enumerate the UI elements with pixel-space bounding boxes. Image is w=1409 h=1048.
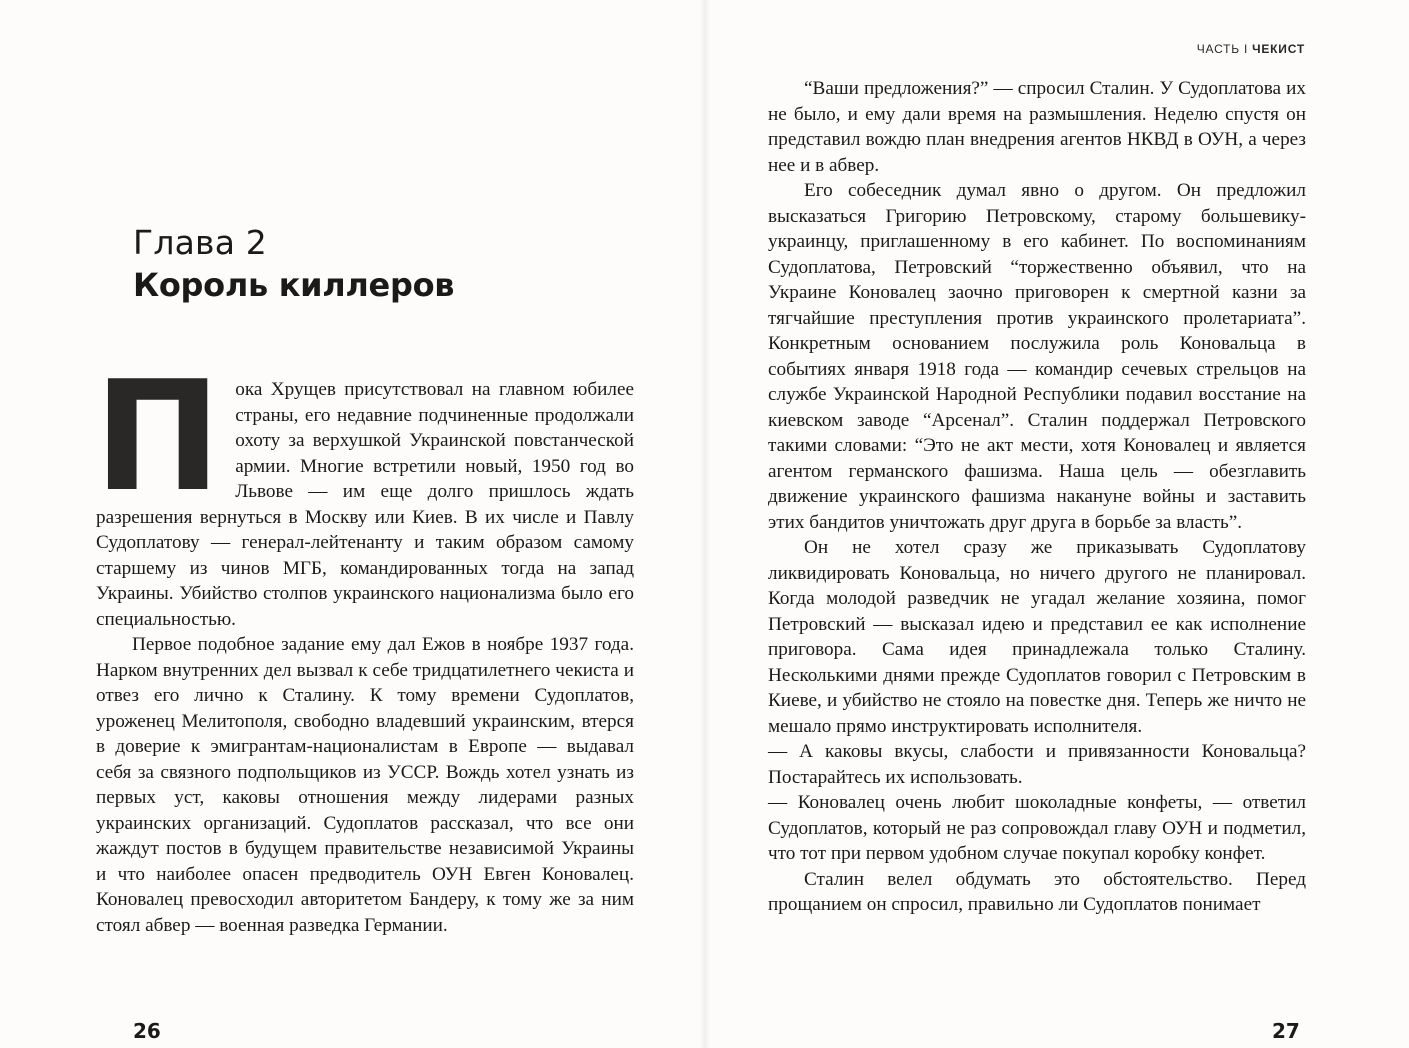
dialogue-line-2: — Коновалец очень любит шоколадные конфеты, — ответил Судоплатов, который не раз сопровождал главу ОУН и подметил, что тот при первом удобном случае покупал коробку конфет.	[768, 792, 1306, 864]
paragraph-1	[94, 348, 634, 632]
running-head	[1197, 42, 1305, 56]
left-page	[0, 0, 704, 1048]
paragraph-3: “Ваши предложения?” — спросил Сталин. У Судоплатова их не было, и ему дали время на размышления. Неделю спустя он представил вождю план внедрения агентов НКВД в ОУН, а через нее и в абвер.	[768, 78, 1306, 176]
page-number-left: 26	[133, 1019, 161, 1043]
paragraph-5: Он не хотел сразу же приказывать Судоплатову ликвидировать Коновальца, но ничего другого не планировал. Когда молодой разведчик не угадал желание хозяина, помог Петровский — высказал идею и представил ее как исполнение приговора. Сама идея принадлежала только Сталину. Несколькими днями прежде Судоплатов говорил с Петровским в Киеве, и убийство не стояло на повестке дня. Теперь же ничто не мешало прямо инструктировать исполнителя.	[768, 537, 1306, 737]
paragraph-1-text: ока Хрущев присутствовал на главном юбилее страны, его недавние подчиненные продолжали охоту за верхушкой Украинской повстанческой армии. Многие встретили новый, 1950 год во Львове — им еще долго пришлось ждать разрешения вернуться в Москву или Киев. В их числе и Павлу Судоплатову — генерал-лейтенанту и таким образом самому старшему из чинов МГБ, командированных тогда на запад Украины. Убийство столпов украинского национализма было его специальностью.	[96, 379, 634, 630]
paragraph-2: Первое подобное задание ему дал Ежов в ноябре 1937 года. Нарком внутренних дел вызвал к себе тридцатилетнего чекиста и отвез его лично к Сталину. К тому времени Судоплатов, уроженец Мелитополя, свободно владевший украинским, втерся в доверие к эмигрантам-националистам в Европе — выдавал себя за связного подпольщиков из УССР. Вождь хотел узнать из первых уст, каковы отношения между лидерами разных украинских организаций. Судоплатов рассказал, что все они жаждут постов в будущем правительстве независимой Украины и что наиболее опасен предводитель ОУН Евген Коновалец. Коновалец превосходил авторитетом Бандеру, к тому же за ним стоял абвер — военная разведка Германии.	[96, 634, 634, 936]
running-head-part: ЧАСТЬ	[1196, 42, 1240, 56]
left-body-text	[94, 348, 634, 938]
running-head-separator: I	[1243, 42, 1249, 56]
right-body-text	[768, 76, 1306, 918]
paragraph-6: Сталин велел обдумать это обстоятельство. Перед прощанием он спросил, правильно ли Судоплатов понимает	[768, 868, 1306, 915]
page-number-right: 27	[1272, 1019, 1300, 1043]
running-head-section: ЧЕКИСТ	[1252, 42, 1305, 56]
dialogue-line-1: — А каковы вкусы, слабости и привязанности Коновальца? Постарайтесь их использовать.	[768, 741, 1306, 788]
chapter-title: Король киллеров	[133, 266, 455, 304]
chapter-number: Глава 2	[133, 223, 267, 262]
paragraph-4: Его собеседник думал явно о другом. Он предложил высказаться Григорию Петровскому, старому большевику-украинцу, приглашенному в его кабинет. По воспоминаниям Судоплатова, Петровский “торжественно объявил, что на Украине Коновалец заочно приговорен к смертной казни за тягчайшие преступления против украинского пролетариата”. Конкретным основанием послужила роль Коновальца в событиях января 1918 года — командир сечевых стрельцов на службе Украинской Народной Республики подавил восстание на киевском заводе “Арсенал”. Сталин поддержал Петровского такими словами: “Это не акт мести, хотя Коновалец и является агентом германского фашизма. Наша цель — обезглавить движение украинского фашизма накануне войны и заставить этих бандитов уничтожать друг друга в борьбе за власть”.	[768, 180, 1306, 533]
drop-cap: П	[94, 348, 222, 525]
